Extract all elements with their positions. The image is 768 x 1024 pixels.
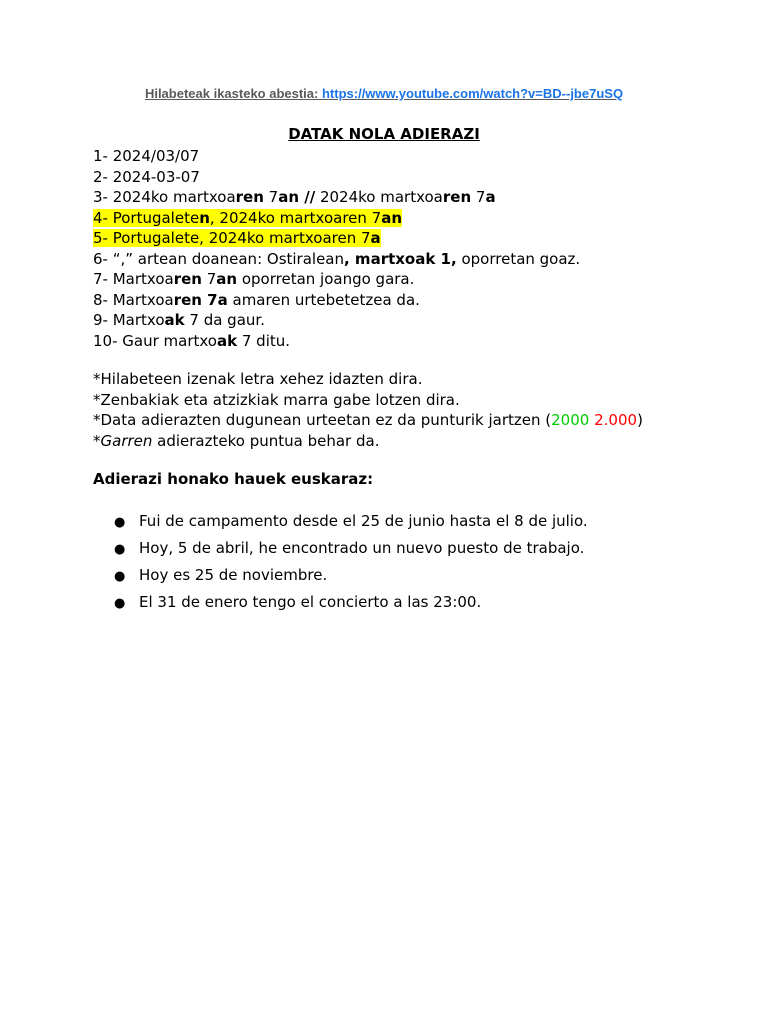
rules-notes	[93, 369, 643, 451]
example-line-2: 2- 2024-03-07	[93, 167, 200, 186]
bullet-icon: ●	[114, 569, 126, 584]
list-item: ● Fui de campamento desde el 25 de junio hasta el 8 de julio.	[114, 511, 588, 538]
exercise-list	[114, 511, 588, 619]
youtube-link[interactable]: https://www.youtube.com/watch?v=BD--jbe7uSQ	[321, 86, 624, 101]
correct-year-example: 2000	[551, 411, 590, 429]
example-line-5: 5- Portugalete, 2024ko martxoaren 7a	[93, 229, 381, 247]
page-title: DATAK NOLA ADIERAZI	[288, 125, 480, 143]
example-line-9: 9- Martxoak 7 da gaur.	[93, 311, 265, 329]
bullet-icon: ●	[114, 542, 126, 557]
song-link-label: Hilabeteak ikasteko abestia:	[144, 86, 319, 101]
example-line-7: 7- Martxoaren 7an oporretan joango gara.	[93, 270, 415, 288]
example-line-1: 1- 2024/03/07	[93, 147, 200, 165]
date-examples	[93, 146, 580, 351]
example-line-3: 3- 2024ko martxoaren 7an // 2024ko martxoaren 7a	[93, 188, 496, 206]
example-line-8: 8- Martxoaren 7a amaren urtebetetzea da.	[93, 290, 420, 309]
bullet-icon: ●	[114, 515, 126, 530]
note-1: *Hilabeteen izenak letra xehez idazten dira.	[93, 370, 423, 388]
incorrect-year-example: 2.000	[594, 411, 638, 429]
note-3: *Data adierazten dugunean urteetan ez da punturik jartzen (2000 2.000)	[93, 411, 643, 429]
list-item: ● Hoy es 25 de noviembre.	[114, 565, 588, 592]
example-line-4: 4- Portugaleten, 2024ko martxoaren 7an	[93, 208, 403, 227]
list-item: ● El 31 de enero tengo el concierto a las 23:00.	[114, 592, 588, 619]
song-link-line	[0, 86, 768, 101]
example-line-10: 10- Gaur martxoak 7 ditu.	[93, 331, 291, 350]
list-item: ● Hoy, 5 de abril, he encontrado un nuevo puesto de trabajo.	[114, 538, 588, 565]
example-line-6: 6- “,” artean doanean: Ostiralean, martxoak 1, oporretan goaz.	[93, 249, 581, 268]
note-4: *Garren adierazteko puntua behar da.	[93, 431, 380, 450]
bullet-icon: ●	[114, 596, 126, 611]
note-2: *Zenbakiak eta atzizkiak marra gabe lotzen dira.	[93, 390, 460, 409]
exercise-heading: Adierazi honako hauek euskaraz:	[93, 470, 374, 488]
